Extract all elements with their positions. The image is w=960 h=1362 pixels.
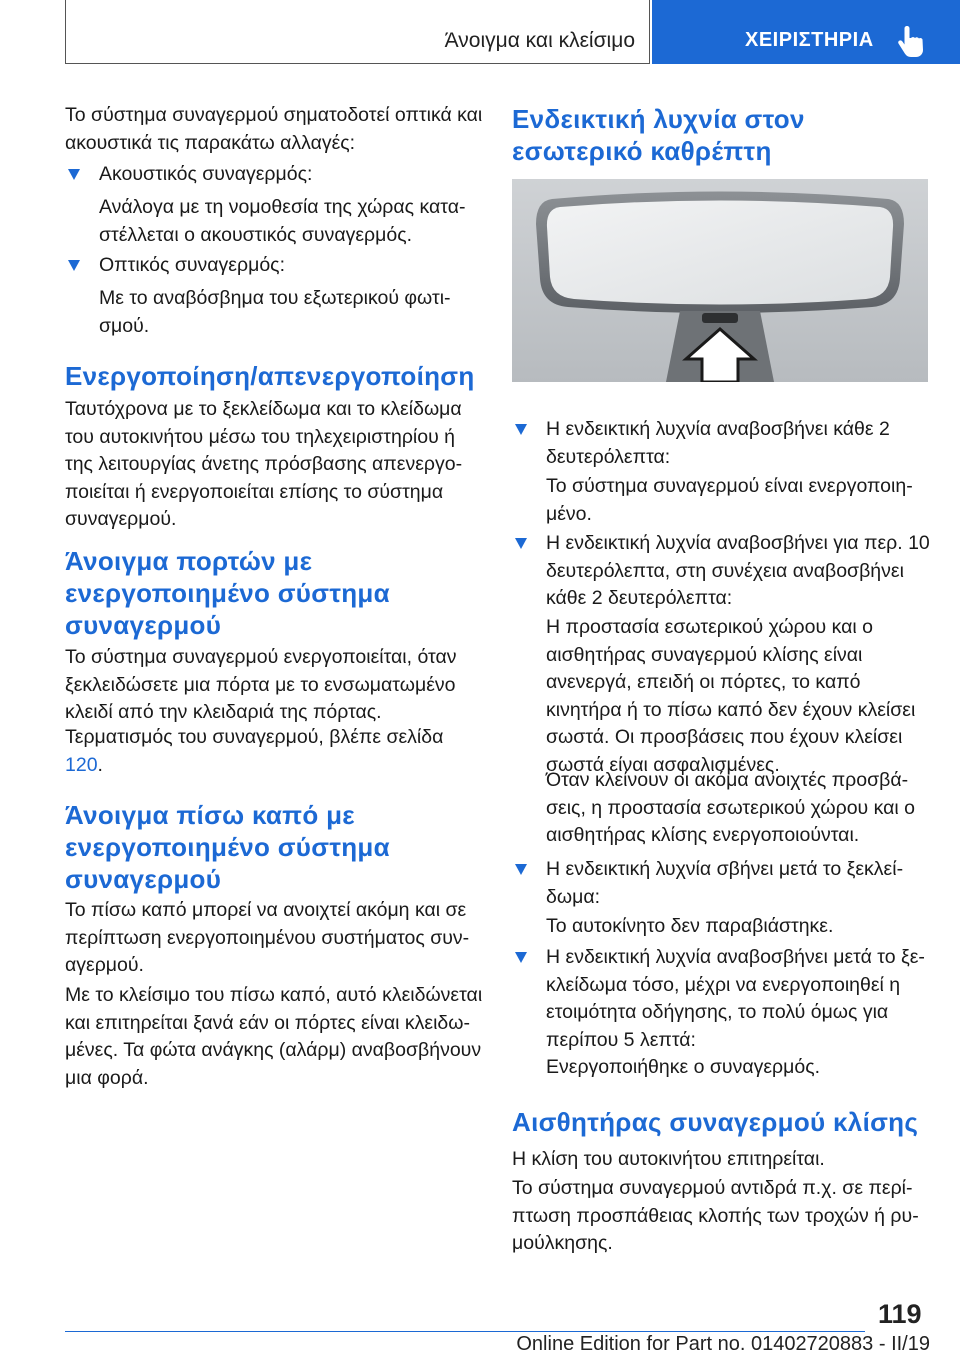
- bullet-text: Ενεργοποιήθηκε ο συναγερμός.: [546, 1056, 821, 1078]
- hand-pointer-icon: [894, 24, 928, 58]
- bullet-title: Η ενδεικτική λυχνία αναβοσβήνει μετά το ξεκλείδωμα τόσο, μέχρι να ενεργοποιηθεί η ετοιμότητα οδήγησης, το πολύ όμως για περίπου 5 λεπτά:: [546, 946, 925, 1051]
- footer-divider: [65, 1331, 865, 1332]
- header-manual-tab: [652, 0, 960, 64]
- bullet-text: Όταν κλείνουν οι ακόμα ανοιχτές προσβάσεις, η προστασία εσωτερικού χώρου και ο αισθητήρας κλίσης ενεργοποιούνται.: [546, 769, 916, 846]
- doors-open-text: Το σύστημα συναγερμού ενεργοποιείται, όταν ξεκλειδώσετε μια πόρτα με το ενσωματωμένο κλειδί από την κλειδαριά της πόρτας.: [65, 646, 457, 723]
- header-section-frame: [65, 0, 650, 64]
- tilt-text-2: Το σύστημα συναγερμού αντιδρά π.χ. σε περίπτωση προσπάθειας κλοπής των τροχών ή ρυμούλκησης.: [512, 1177, 919, 1254]
- heading-doors-open: Άνοιγμα πορτών με ενεργοποιημένο σύστημα συναγερμού: [65, 546, 390, 640]
- heading-mirror-indicator: Ενδεικτική λυχνία στον εσωτερικό καθρέπτη: [512, 104, 805, 166]
- bullet-title: Η ενδεικτική λυχνία αναβοσβήνει για περ. 10 δευτερόλεπτα, στη συνέχεια αναβοσβήνει κάθε 2 δευτερόλεπτα:: [546, 532, 930, 609]
- bullet-title: Η ενδεικτική λυχνία αναβοσβήνει κάθε 2 δευτερόλεπτα:: [546, 418, 890, 468]
- mirror-illustration: [512, 179, 928, 382]
- bullet-text: Το αυτοκίνητο δεν παραβιάστηκε.: [546, 915, 834, 937]
- bullet-triangle-icon: [515, 864, 527, 875]
- heading-activation: Ενεργοποίηση/απενεργοποίηση: [65, 361, 475, 391]
- bullet-title: Οπτικός συναγερμός:: [99, 254, 285, 276]
- page-number: 119: [878, 1299, 922, 1329]
- bullet-triangle-icon: [515, 538, 527, 549]
- bullet-text: Ανάλογα με τη νομοθεσία της χώρας καταστέλλεται ο ακουστικός συναγερμός.: [99, 196, 466, 246]
- tilt-text-1: Η κλίση του αυτοκινήτου επιτηρείται.: [512, 1148, 825, 1170]
- bullet-triangle-icon: [68, 169, 80, 180]
- bullet-text: Το σύστημα συναγερμού είναι ενεργοποιημένο.: [546, 475, 913, 525]
- header-manual-label: ΧΕΙΡΙΣΤΗΡΙΑ: [745, 29, 874, 51]
- intro-text: Το σύστημα συναγερμού σηματοδοτεί οπτικά και ακουστικά τις παρακάτω αλλαγές:: [65, 104, 483, 154]
- bullet-triangle-icon: [68, 260, 80, 271]
- alarm-termination-text: Τερματισμός του συναγερμού, βλέπε σελίδα 120.: [65, 726, 444, 776]
- footer-edition: Online Edition for Part no. 01402720883 - II/19: [516, 1333, 930, 1355]
- tailgate-text-1: Το πίσω καπό μπορεί να ανοιχτεί ακόμη και σε περίπτωση ενεργοποιημένου συστήματος συναγερμού.: [65, 899, 470, 976]
- bullet-triangle-icon: [515, 424, 527, 435]
- heading-tilt-sensor: Αισθητήρας συναγερμού κλίσης: [512, 1107, 919, 1137]
- bullet-title: Ακουστικός συναγερμός:: [99, 163, 313, 185]
- page-link[interactable]: 120: [65, 753, 98, 776]
- bullet-triangle-icon: [515, 952, 527, 963]
- bullet-title: Η ενδεικτική λυχνία σβήνει μετά το ξεκλείδωμα:: [546, 858, 904, 908]
- header-section-title: Άνοιγμα και κλείσιμο: [444, 29, 635, 52]
- bullet-text: Η προστασία εσωτερικού χώρου και ο αισθητήρας συναγερμού κλίσης είναι ανενεργά, επειδή οι πόρτες, το καπό κινητήρα ή το πίσω καπό δεν έχουν κλείσει σωστά. Οι προσβάσεις που έχουν κλείσει σωστά είναι ασφαλισμένες.: [546, 616, 916, 776]
- activation-text: Ταυτόχρονα με το ξεκλείδωμα και το κλείδωμα του αυτοκινήτου μέσω του τηλεχειριστηρίου ή της λειτουργίας άνετης πρόσβασης απενεργοποιείται ή ενεργοποιείται επίσης το σύστημα συναγερμού.: [65, 398, 463, 530]
- bullet-text: Με το αναβόσβημα του εξωτερικού φωτισμού.: [99, 287, 451, 337]
- heading-tailgate-open: Άνοιγμα πίσω καπό με ενεργοποιημένο σύστημα συναγερμού: [65, 800, 390, 894]
- tailgate-text-2: Με το κλείσιμο του πίσω καπό, αυτό κλειδώνεται και επιτηρείται ξανά εάν οι πόρτες είναι κλειδωμένες. Τα φώτα ανάγκης (αλάρμ) αναβοσβήνουν μια φορά.: [65, 984, 483, 1089]
